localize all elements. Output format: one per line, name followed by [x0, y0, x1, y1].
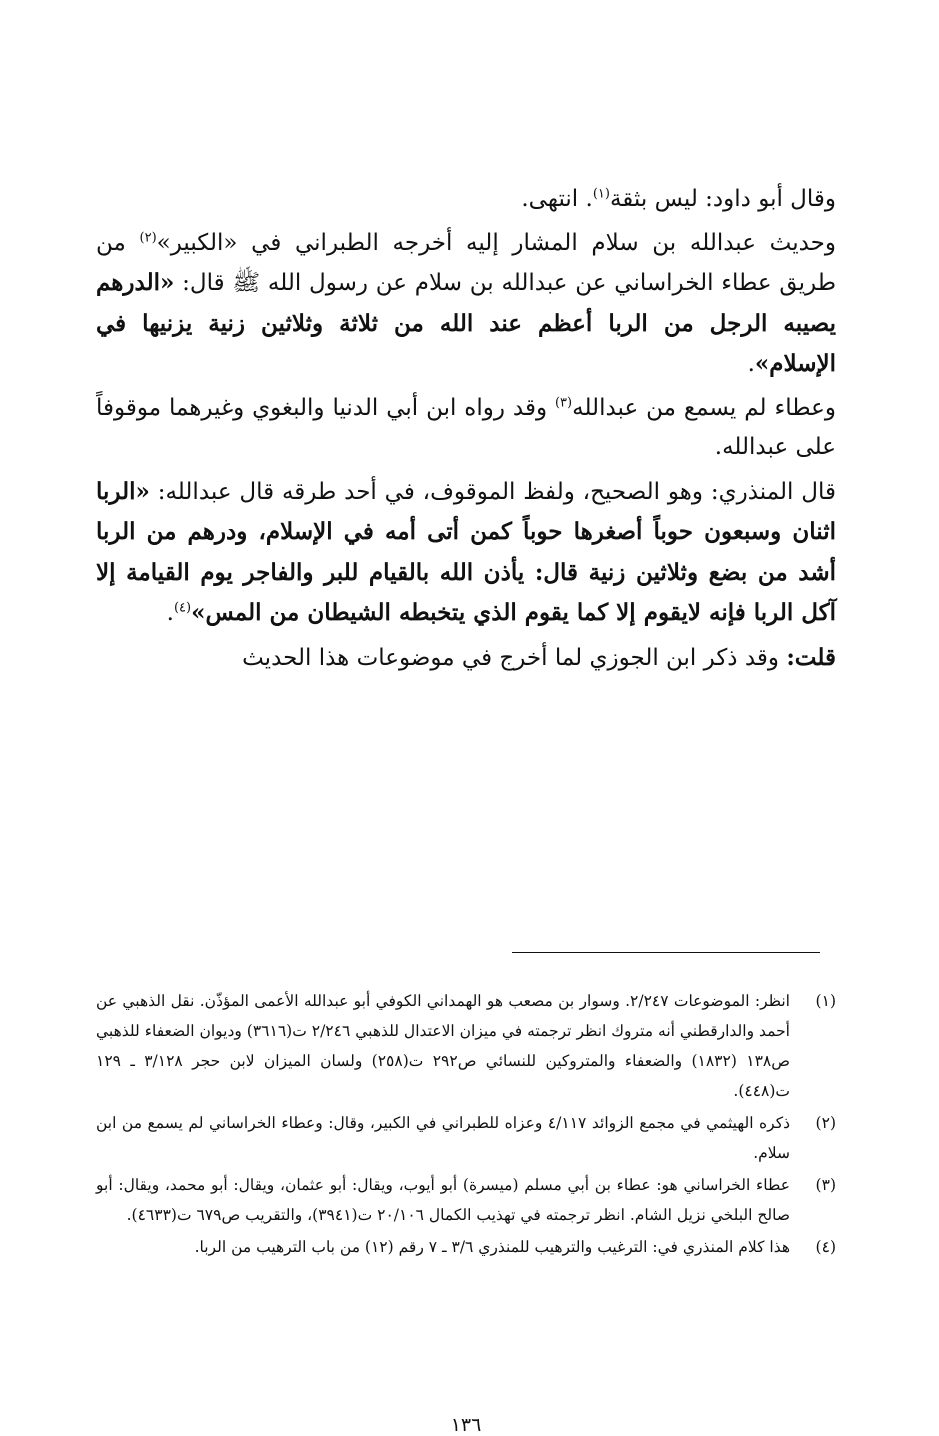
footnote	[96, 1232, 836, 1262]
footnote	[96, 986, 836, 1106]
footnote-text: هذا كلام المنذري في: الترغيب والترهيب للمنذري ٣/٦ ـ ٧ رقم (١٢) من باب الترهيب من الربا.	[194, 1238, 790, 1256]
footnote-separator	[512, 952, 820, 953]
text-run: وقد رواه ابن أبي الدنيا والبغوي وغيرهما موقوفاً على عبدالله.	[96, 394, 836, 460]
footnote-text: انظر: الموضوعات ٢/٢٤٧. وسوار بن مصعب هو الهمداني الكوفي أبو عبدالله الأعمى المؤذّن. نقل الذهبي عن أحمد والدارقطني أنه متروك انظر ترجمته في ميزان الاعتدال للذهبي ٢/٢٤٦ ت(٣٦١٦) وديوان الضعفاء للذهبي ص١٣٨ (١٨٣٢) والضعفاء والمتروكين للنسائي ص٢٩٢ ت(٢٥٨) ولسان الميزان لابن حجر ٣/١٢٨ ـ ١٢٩ ت(٤٤٨).	[96, 992, 790, 1100]
text-run: وعطاء لم يسمع من عبدالله	[572, 394, 836, 421]
qultu-label: قلت:	[786, 643, 836, 671]
main-text	[96, 180, 836, 678]
footnote-text: ذكره الهيثمي في مجمع الزوائد ٤/١١٧ وعزاه للطبراني في الكبير، وقال: وعطاء الخراساني لم يسمع من ابن سلام.	[96, 1114, 790, 1162]
text-run: قال المنذري: وهو الصحيح، ولفظ الموقوف، في أحد طرقه قال عبدالله:	[149, 478, 836, 505]
footnote-ref: (١)	[592, 186, 610, 202]
text-run: وقد ذكر ابن الجوزي لما أخرج في موضوعات هذا الحديث	[242, 644, 787, 671]
text-run: . انتهى.	[521, 186, 593, 212]
paragraph	[96, 638, 836, 679]
hadith-quote: «الدرهم يصيبه الرجل من الربا أعظم عند الله من ثلاثة وثلاثين زنية يزنيها في الإسلام»	[96, 269, 836, 377]
text-run: .	[166, 600, 174, 626]
text-run: وحديث عبدالله بن سلام المشار إليه أخرجه الطبراني في «الكبير»	[156, 229, 837, 256]
footnote-number: (٣)	[815, 1176, 836, 1194]
footnote-ref: (٤)	[173, 600, 192, 616]
footnote	[96, 1108, 836, 1168]
footnote-ref: (٢)	[139, 229, 157, 245]
page-number: ١٣٦	[450, 1414, 482, 1436]
footnote-text: عطاء الخراساني هو: عطاء بن أبي مسلم (ميسرة) أبو أيوب، ويقال: أبو عثمان، ويقال: أبو محمد، ويقال: أبو صالح البلخي نزيل الشام. انظر ترجمته في تهذيب الكمال ٢٠/١٠٦ ت(٣٩٤١)، والتقريب ص٦٧٩ ت(٤٦٣٣).	[96, 1176, 790, 1224]
text-run: .	[747, 351, 755, 377]
hadith-quote: «الربا اثنان وسبعون حوباً أصغرها حوباً كمن أتى أمه في الإسلام، ودرهم من الربا أشد من بضع وثلاثين زنية قال: يأذن الله بالقيام للبر والفاجر يوم القيامة إلا آكل الربا فإنه لايقوم إلا كما يقوم الذي يتخبطه الشيطان من المس»	[96, 477, 836, 626]
footnote	[96, 1170, 836, 1230]
paragraph	[96, 389, 836, 468]
text-run: وقال أبو داود: ليس بثقة	[609, 186, 836, 212]
footnotes	[96, 986, 836, 1264]
footnote-number: (٢)	[815, 1114, 836, 1132]
footnote-ref: (٣)	[554, 394, 573, 410]
footnote-number: (١)	[815, 992, 836, 1010]
paragraph	[96, 180, 836, 220]
footnote-number: (٤)	[815, 1238, 836, 1256]
paragraph	[96, 224, 836, 385]
paragraph	[96, 472, 836, 634]
text-run: من طريق عطاء الخراساني عن عبدالله بن سلام عن رسول الله ﷺ قال:	[96, 229, 836, 296]
book-page	[96, 180, 837, 1436]
